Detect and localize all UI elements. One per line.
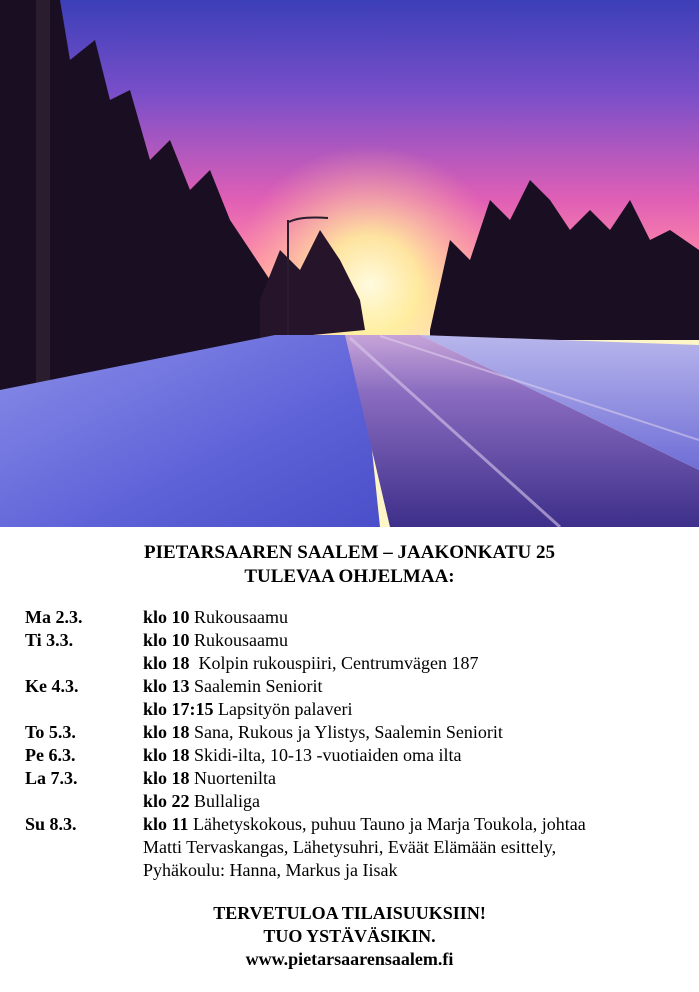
schedule-time: klo 22	[143, 791, 190, 811]
schedule-row	[0, 675, 699, 698]
schedule-row	[0, 698, 699, 721]
schedule-day: Ke 4.3.	[25, 676, 79, 696]
schedule-event: Saalemin Seniorit	[194, 676, 323, 696]
schedule-row	[0, 721, 699, 744]
schedule-row	[0, 767, 699, 790]
schedule-time: klo 18	[143, 653, 190, 673]
schedule-day: Pe 6.3.	[25, 745, 76, 765]
schedule-event: Skidi-ilta, 10-13 -vuotiaiden oma ilta	[194, 745, 462, 765]
schedule-row	[0, 813, 699, 836]
schedule-time: klo 18	[143, 722, 190, 742]
schedule-time: klo 10	[143, 630, 190, 650]
schedule-event: Nuortenilta	[194, 768, 276, 788]
schedule-row	[0, 790, 699, 813]
schedule-event: Rukousaamu	[194, 630, 289, 650]
welcome-text: TERVETULOA TILAISUUKSIIN!	[213, 903, 486, 923]
schedule-time: klo 11	[143, 814, 189, 834]
page-subtitle: TULEVAA OHJELMAA:	[244, 566, 455, 587]
schedule-time: klo 10	[143, 607, 190, 627]
schedule-continuation	[0, 836, 699, 859]
schedule-list	[0, 606, 699, 882]
schedule-continuation	[0, 859, 699, 882]
schedule-time: klo 18	[143, 768, 190, 788]
schedule-row	[0, 606, 699, 629]
schedule-time: klo 17:15	[143, 699, 214, 719]
schedule-time: klo 18	[143, 745, 190, 765]
schedule-day: To 5.3.	[25, 722, 76, 742]
schedule-event: Lähetyskokous, puhuu Tauno ja Marja Toukola, johtaa	[193, 814, 586, 834]
schedule-event-continued: Pyhäkoulu: Hanna, Markus ja Iisak	[143, 860, 398, 880]
schedule-event: Sana, Rukous ja Ylistys, Saalemin Seniorit	[194, 722, 503, 742]
website-link[interactable]: www.pietarsaarensaalem.fi	[245, 949, 454, 969]
schedule-row	[0, 652, 699, 675]
schedule-time: klo 13	[143, 676, 190, 696]
schedule-event: Bullaliga	[194, 791, 261, 811]
schedule-day: La 7.3.	[25, 768, 78, 788]
schedule-day: Ma 2.3.	[25, 607, 83, 627]
schedule-event: Kolpin rukouspiiri, Centrumvägen 187	[198, 653, 479, 673]
page-title: PIETARSAAREN SAALEM – JAAKONKATU 25	[144, 542, 555, 563]
schedule-event-continued: Matti Tervaskangas, Lähetysuhri, Eväät Elämään esittely,	[143, 837, 557, 857]
schedule-day: Su 8.3.	[25, 814, 77, 834]
invite-text: TUO YSTÄVÄSIKIN.	[263, 926, 436, 946]
schedule-day: Ti 3.3.	[25, 630, 74, 650]
schedule-event: Lapsityön palaveri	[218, 699, 353, 719]
schedule-row	[0, 629, 699, 652]
schedule-row	[0, 744, 699, 767]
schedule-event: Rukousaamu	[194, 607, 289, 627]
